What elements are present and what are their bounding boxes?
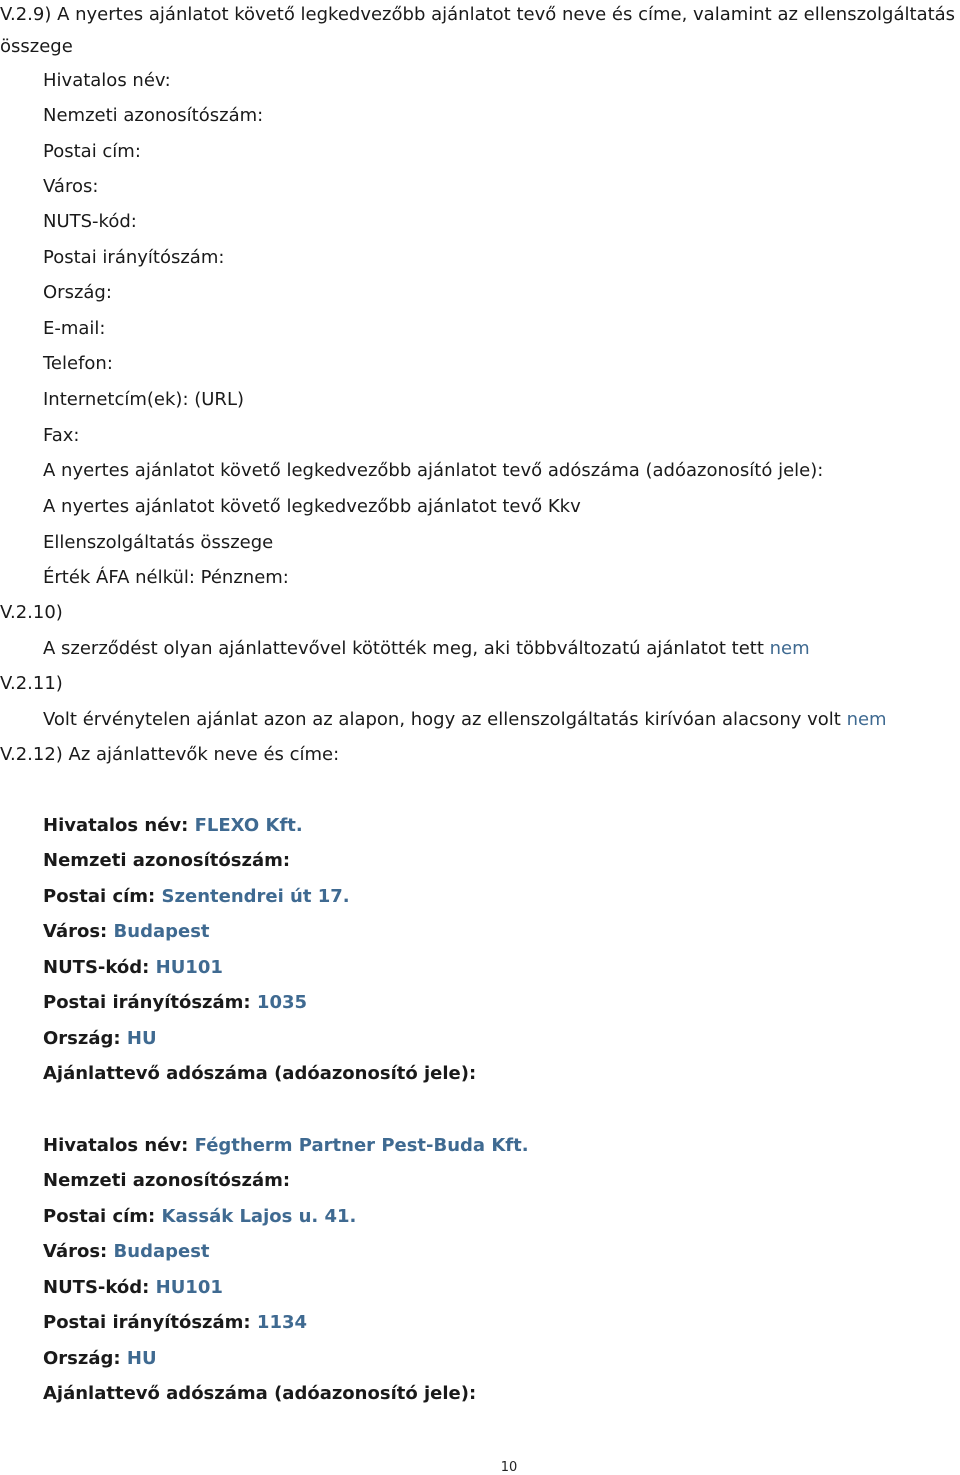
field-postal-address: Postai cím: xyxy=(43,141,141,162)
field-consideration: Ellenszolgáltatás összege xyxy=(43,532,274,553)
value-city: Budapest xyxy=(113,1241,210,1262)
bidder-1-national-id xyxy=(43,852,290,870)
section-label-v211: V.2.11) xyxy=(0,673,63,694)
v211-statement xyxy=(43,711,887,729)
value-country: HU xyxy=(126,1348,157,1369)
section-heading-v29: V.2.9) A nyertes ajánlatot követő legkedvezőbb ajánlatot tevő neve és címe, valamint az ellenszolgáltatás xyxy=(0,4,956,25)
label-postcode: Postai irányítószám: xyxy=(43,1312,251,1333)
label-postal-address: Postai cím: xyxy=(43,886,156,907)
value-city: Budapest xyxy=(113,921,210,942)
v210-statement xyxy=(43,640,810,658)
field-country: Ország: xyxy=(43,282,112,303)
bidder-2-official-name xyxy=(43,1137,529,1155)
label-official-name: Hivatalos név: xyxy=(43,815,189,836)
bidder-1-tax-number xyxy=(43,1065,476,1083)
bidder-2-tax-number xyxy=(43,1385,476,1403)
bidder-2-country xyxy=(43,1350,157,1368)
bidder-2-postcode xyxy=(43,1314,307,1332)
field-phone: Telefon: xyxy=(43,353,113,374)
bidder-1-official-name xyxy=(43,817,303,835)
bidder-1-postcode xyxy=(43,994,307,1012)
bidder-2-postal-address xyxy=(43,1208,356,1226)
bidder-1-nuts xyxy=(43,959,223,977)
value-postcode: 1035 xyxy=(256,992,308,1013)
label-national-id: Nemzeti azonosítószám: xyxy=(43,1170,291,1191)
section-label-v210: V.2.10) xyxy=(0,602,63,623)
value-official-name: FLEXO Kft. xyxy=(194,815,303,836)
value-postcode: 1134 xyxy=(256,1312,308,1333)
value-country: HU xyxy=(126,1028,157,1049)
label-official-name: Hivatalos név: xyxy=(43,1135,189,1156)
bidder-1-country xyxy=(43,1030,157,1048)
field-tax-number: A nyertes ajánlatot követő legkedvezőbb ajánlatot tevő adószáma (adóazonosító jele): xyxy=(43,460,824,481)
value-postal-address: Szentendrei út 17. xyxy=(161,886,350,907)
label-country: Ország: xyxy=(43,1028,121,1049)
label-city: Város: xyxy=(43,1241,108,1262)
value-official-name: Fégtherm Partner Pest-Buda Kft. xyxy=(194,1135,529,1156)
value-nuts: HU101 xyxy=(155,1277,223,1298)
section-heading-v212: V.2.12) Az ajánlattevők neve és címe: xyxy=(0,744,340,765)
bidder-1-postal-address xyxy=(43,888,350,906)
label-nuts: NUTS-kód: xyxy=(43,1277,150,1298)
section-heading-v29-cont: összege xyxy=(0,36,73,57)
v210-text: A szerződést olyan ajánlattevővel kötötték meg, aki többváltozatú ajánlatot tett xyxy=(43,638,764,659)
bidder-2-nuts xyxy=(43,1279,223,1297)
field-email: E-mail: xyxy=(43,318,106,339)
label-tax-number: Ajánlattevő adószáma (adóazonosító jele): xyxy=(43,1063,477,1084)
field-city: Város: xyxy=(43,176,99,197)
field-nuts: NUTS-kód: xyxy=(43,211,137,232)
field-postcode: Postai irányítószám: xyxy=(43,247,225,268)
field-national-id: Nemzeti azonosítószám: xyxy=(43,105,264,126)
field-value-without-vat: Érték ÁFA nélkül: Pénznem: xyxy=(43,567,289,588)
field-internet: Internetcím(ek): (URL) xyxy=(43,389,244,410)
bidder-2-city xyxy=(43,1243,210,1261)
label-nuts: NUTS-kód: xyxy=(43,957,150,978)
v210-value: nem xyxy=(769,638,810,659)
field-fax: Fax: xyxy=(43,425,80,446)
label-national-id: Nemzeti azonosítószám: xyxy=(43,850,291,871)
label-country: Ország: xyxy=(43,1348,121,1369)
v211-value: nem xyxy=(846,709,887,730)
v211-text: Volt érvénytelen ajánlat azon az alapon, hogy az ellenszolgáltatás kirívóan alacsony volt xyxy=(43,709,841,730)
label-postal-address: Postai cím: xyxy=(43,1206,156,1227)
field-sme: A nyertes ajánlatot követő legkedvezőbb ajánlatot tevő Kkv xyxy=(43,496,581,517)
label-postcode: Postai irányítószám: xyxy=(43,992,251,1013)
field-official-name: Hivatalos név: xyxy=(43,70,171,91)
bidder-1-city xyxy=(43,923,210,941)
label-city: Város: xyxy=(43,921,108,942)
label-tax-number: Ajánlattevő adószáma (adóazonosító jele): xyxy=(43,1383,477,1404)
bidder-2-national-id xyxy=(43,1172,290,1190)
value-postal-address: Kassák Lajos u. 41. xyxy=(161,1206,357,1227)
page-number: 10 xyxy=(500,1460,518,1475)
value-nuts: HU101 xyxy=(155,957,223,978)
